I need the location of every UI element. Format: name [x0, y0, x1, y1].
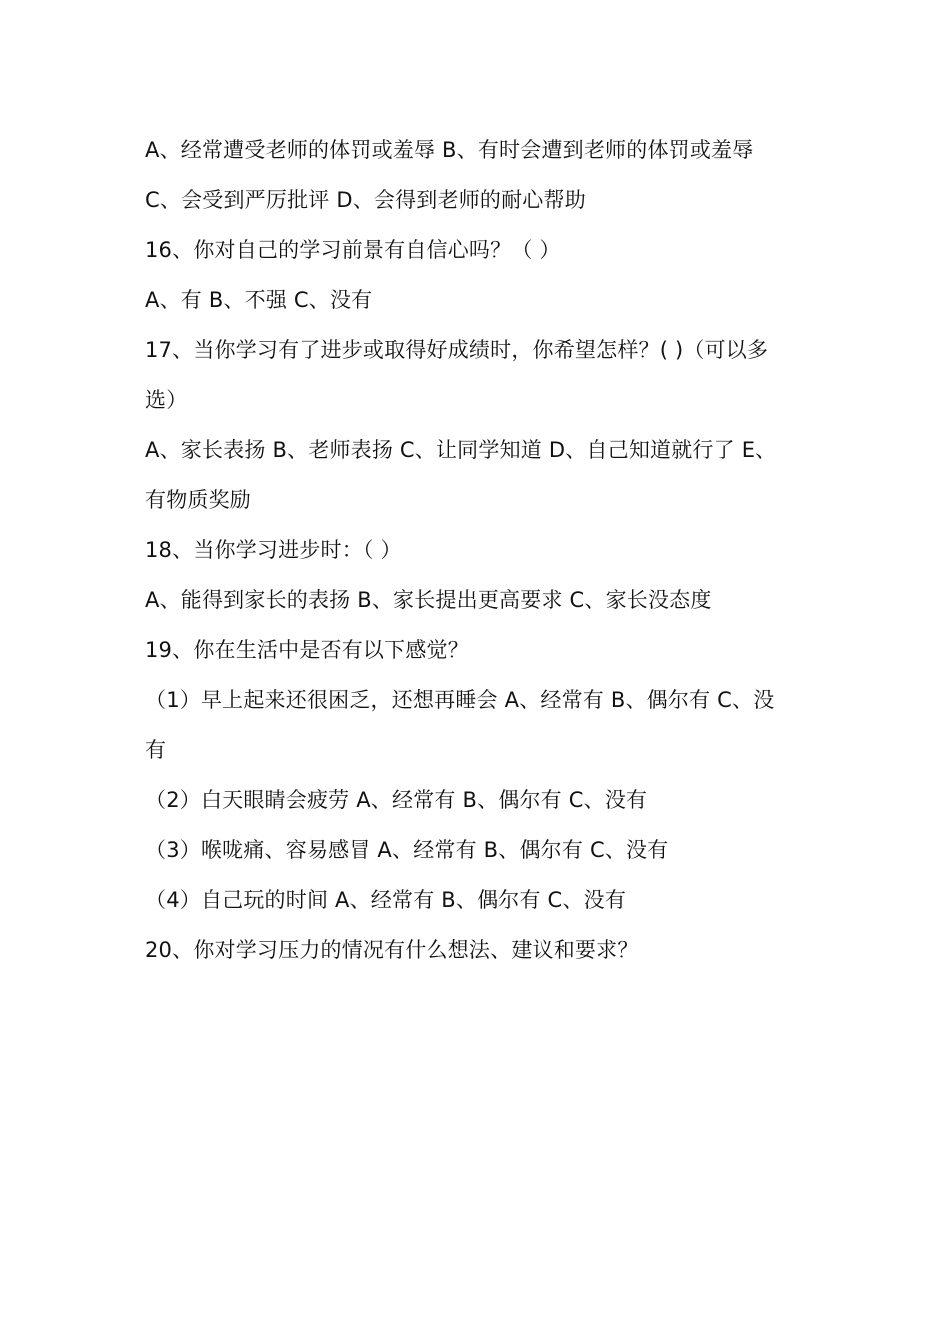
q19-item-2: （2）白天眼睛会疲劳 A、经常有 B、偶尔有 C、没有 [145, 788, 648, 812]
q18-question: 18、当你学习进步时：（ ） [145, 538, 402, 562]
q17-options: A、家长表扬 B、老师表扬 C、让同学知道 D、自己知道就行了 E、 [145, 438, 777, 462]
q19-item-1: （1）早上起来还很困乏，还想再睡会 A、经常有 B、偶尔有 C、没 [145, 688, 775, 712]
q16-question: 16、你对自己的学习前景有自信心吗？（ ） [145, 238, 561, 262]
q17-question: 17、当你学习有了进步或取得好成绩时，你希望怎样？( )（可以多 [145, 338, 769, 362]
q19-item-3: （3）喉咙痛、容易感冒 A、经常有 B、偶尔有 C、没有 [145, 838, 669, 862]
survey-content [145, 125, 815, 975]
q19-question: 19、你在生活中是否有以下感觉？ [145, 638, 469, 662]
q17-question-continued: 选） [145, 388, 188, 412]
q19-item-1-continued: 有 [145, 738, 167, 762]
q15-options-ab: A、经常遭受老师的体罚或羞辱 B、有时会遭到老师的体罚或羞辱 [145, 138, 754, 162]
q17-options-continued: 有物质奖励 [145, 488, 251, 512]
q20-question: 20、你对学习压力的情况有什么想法、建议和要求？ [145, 938, 639, 962]
q15-options-cd: C、会受到严厉批评 D、会得到老师的耐心帮助 [145, 188, 586, 212]
q19-item-4: （4）自己玩的时间 A、经常有 B、偶尔有 C、没有 [145, 888, 627, 912]
q18-options: A、能得到家长的表扬 B、家长提出更高要求 C、家长没态度 [145, 588, 712, 612]
q16-options: A、有 B、不强 C、没有 [145, 288, 373, 312]
